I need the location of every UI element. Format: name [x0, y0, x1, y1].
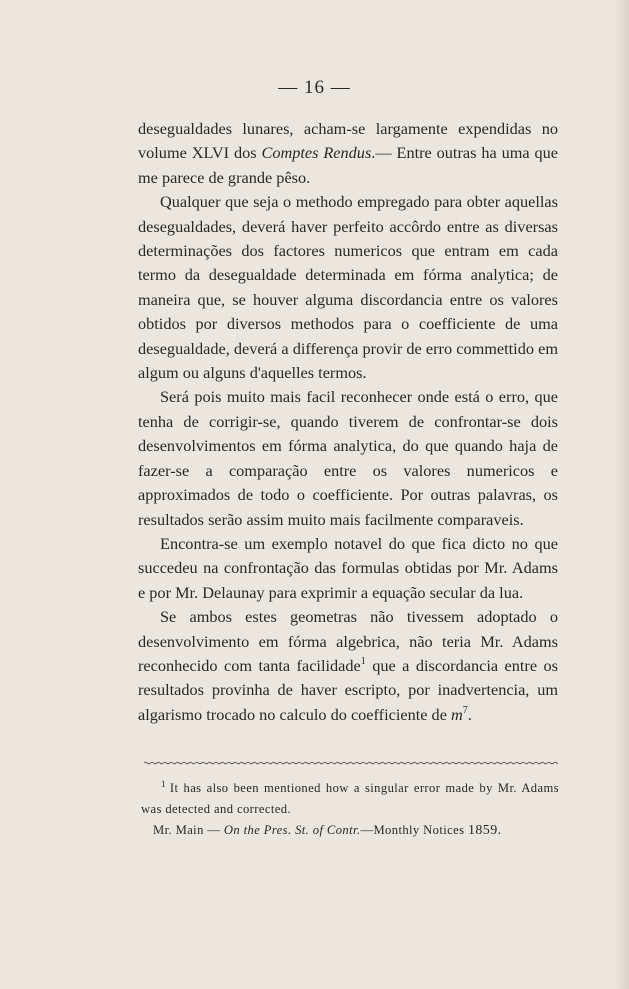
- paragraph: [138, 117, 558, 190]
- paragraph: [138, 385, 558, 531]
- footnote-marker: 1: [161, 779, 166, 789]
- citation-year: 1859.: [468, 823, 502, 838]
- footnote-text: [141, 778, 559, 820]
- footnote-separator-rule: [144, 760, 558, 766]
- italic-text: m: [451, 704, 463, 724]
- text-run: Qualquer que seja o methodo empregado para obter aquellas desegualdades, deverá haver perfeito accôrdo entre as diversas determinações dos factores numericos que entram em cada termo da desegualdade determinada em fórma analytica; de maneira que, se houver alguma discordancia entre os valores obtidos por diversos methodos para o coefficiente de uma desegualdade, deverá a differença provir de erro commettido em algum ou alguns d'aquelles termos.: [138, 192, 558, 383]
- page-number: — 16 —: [278, 77, 351, 98]
- footnotes: [141, 778, 559, 841]
- text-run: desegualdades lunares, acham-se largamente expendidas no volume XLVI dos: [138, 119, 558, 163]
- footnote-citation: [141, 820, 559, 841]
- text-run: Encontra-se um exemplo notavel do que fica dicto no que succedeu na confrontação das formulas obtidas por Mr. Adams e por Mr. Delaunay para exprimir a equação secular da lua.: [138, 533, 558, 602]
- citation-work: On the Pres. St. of Contr.: [223, 823, 361, 837]
- italic-text: Comptes Rendus: [261, 143, 372, 163]
- citation-author: Mr. Main —: [153, 823, 224, 837]
- paragraph: [138, 190, 558, 385]
- text-run: .— Entre outras ha uma que me parece de grande pêso.: [138, 143, 558, 187]
- text-run: que a discordancia entre os resultados provinha de haver escripto, por inadvertencia, um algarismo trocado no calculo do coefficiente de: [138, 655, 558, 724]
- text-run: .: [467, 704, 472, 724]
- paragraph: [138, 605, 558, 727]
- paragraph: [138, 532, 558, 605]
- page-edge-shadow: [615, 0, 629, 989]
- superscript: 7: [462, 704, 468, 716]
- footnote-body: It has also been mentioned how a singular error made by Mr. Adams was detected and corrected.: [141, 781, 559, 816]
- citation-source: —Monthly Notices: [360, 823, 468, 837]
- body-text: [138, 117, 558, 727]
- text-run: Se ambos estes geometras não tivessem adoptado o desenvolvimento em fórma algebrica, não teria Mr. Adams reconhecido com tanta facilidade: [138, 607, 558, 675]
- superscript: 1: [360, 655, 366, 667]
- text-run: Será pois muito mais facil reconhecer onde está o erro, que tenha de corrigir-se, quando tiverem de confrontar-se dois desenvolvimentos em fórma analytica, do que quando haja de fazer-se a comparação entre os valores numericos e approximados de todo o coefficiente. Por outras palavras, os resultados serão assim muito mais facilmente comparaveis.: [138, 387, 558, 529]
